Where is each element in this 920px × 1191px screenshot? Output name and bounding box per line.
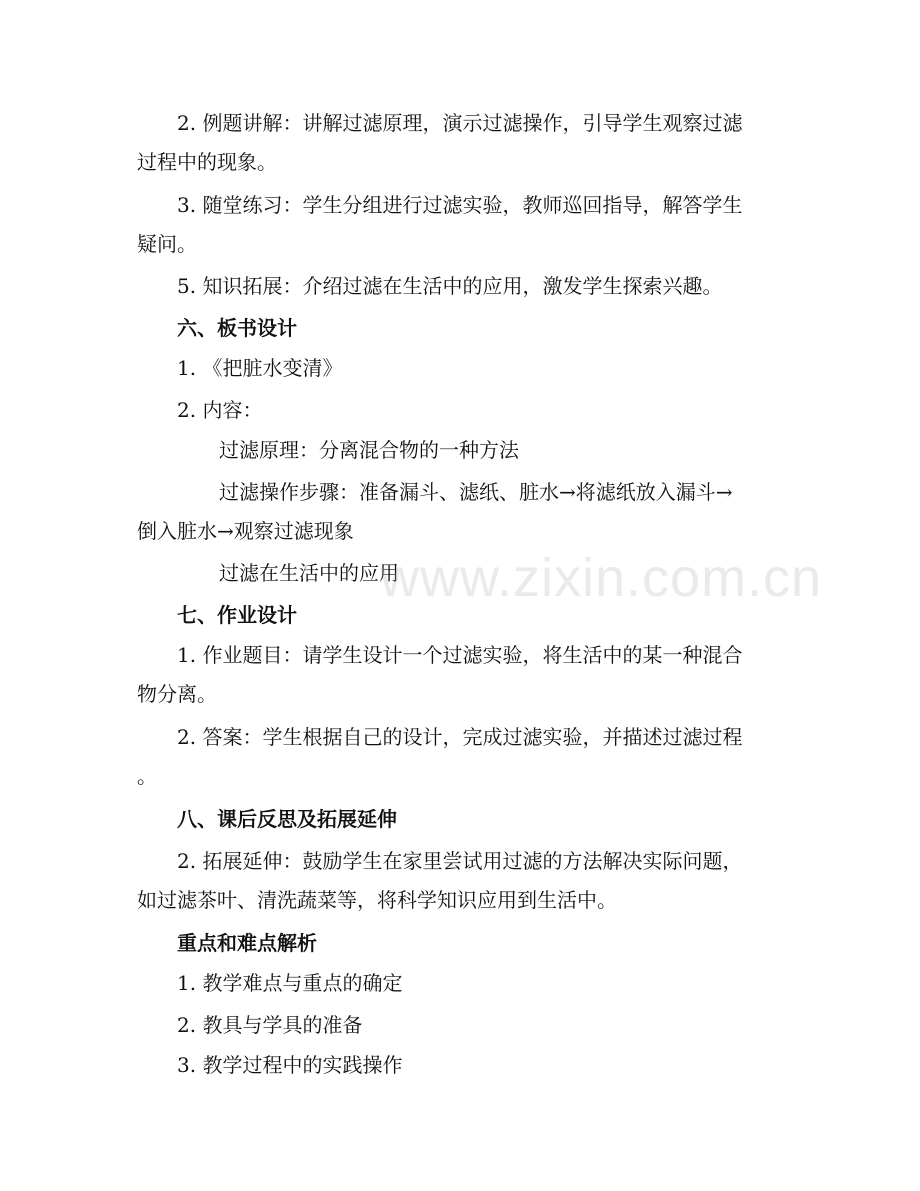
paragraph-line: 。 [137, 764, 157, 788]
list-item: 2. 拓展延伸：鼓励学生在家里尝试用过滤的方法解决实际问题， [177, 849, 743, 873]
list-item: 2. 内容： [177, 398, 263, 422]
paragraph-line: 倒入脏水→观察过滤现象 [137, 519, 354, 543]
list-item: 1. 教学难点与重点的确定 [177, 971, 403, 995]
paragraph-line: 3. 随堂练习：学生分组进行过滤实验，教师巡回指导，解答学生 [177, 193, 743, 217]
section-heading: 重点和难点解析 [177, 931, 317, 955]
section-heading: 六、板书设计 [177, 316, 297, 340]
paragraph-line: 2. 例题讲解：讲解过滤原理，演示过滤操作，引导学生观察过滤 [177, 111, 743, 135]
paragraph-line: 5. 知识拓展：介绍过滤在生活中的应用，激发学生探索兴趣。 [177, 274, 723, 298]
list-item: 2. 答案：学生根据自己的设计，完成过滤实验，并描述过滤过程 [177, 725, 743, 749]
paragraph-line: 疑问。 [137, 232, 197, 256]
watermark-text: www.zixin.com.cn [380, 548, 823, 608]
list-item: 2. 教具与学具的准备 [177, 1013, 363, 1037]
paragraph-line: 过滤操作步骤：准备漏斗、滤纸、脏水→将滤纸放入漏斗→ [219, 480, 733, 504]
section-heading: 八、课后反思及拓展延伸 [177, 807, 397, 831]
section-heading: 七、作业设计 [177, 603, 297, 627]
list-item: 1. 作业题目：请学生设计一个过滤实验，将生活中的某一种混合 [177, 643, 743, 667]
paragraph-line: 过滤原理：分离混合物的一种方法 [219, 438, 519, 462]
list-item: 3. 教学过程中的实践操作 [177, 1053, 403, 1077]
paragraph-line: 过滤在生活中的应用 [219, 561, 399, 585]
paragraph-line: 过程中的现象。 [137, 150, 277, 174]
paragraph-line: 物分离。 [137, 682, 217, 706]
list-item: 1. 《把脏水变清》 [177, 356, 343, 380]
paragraph-line: 如过滤茶叶、清洗蔬菜等，将科学知识应用到生活中。 [137, 888, 617, 912]
